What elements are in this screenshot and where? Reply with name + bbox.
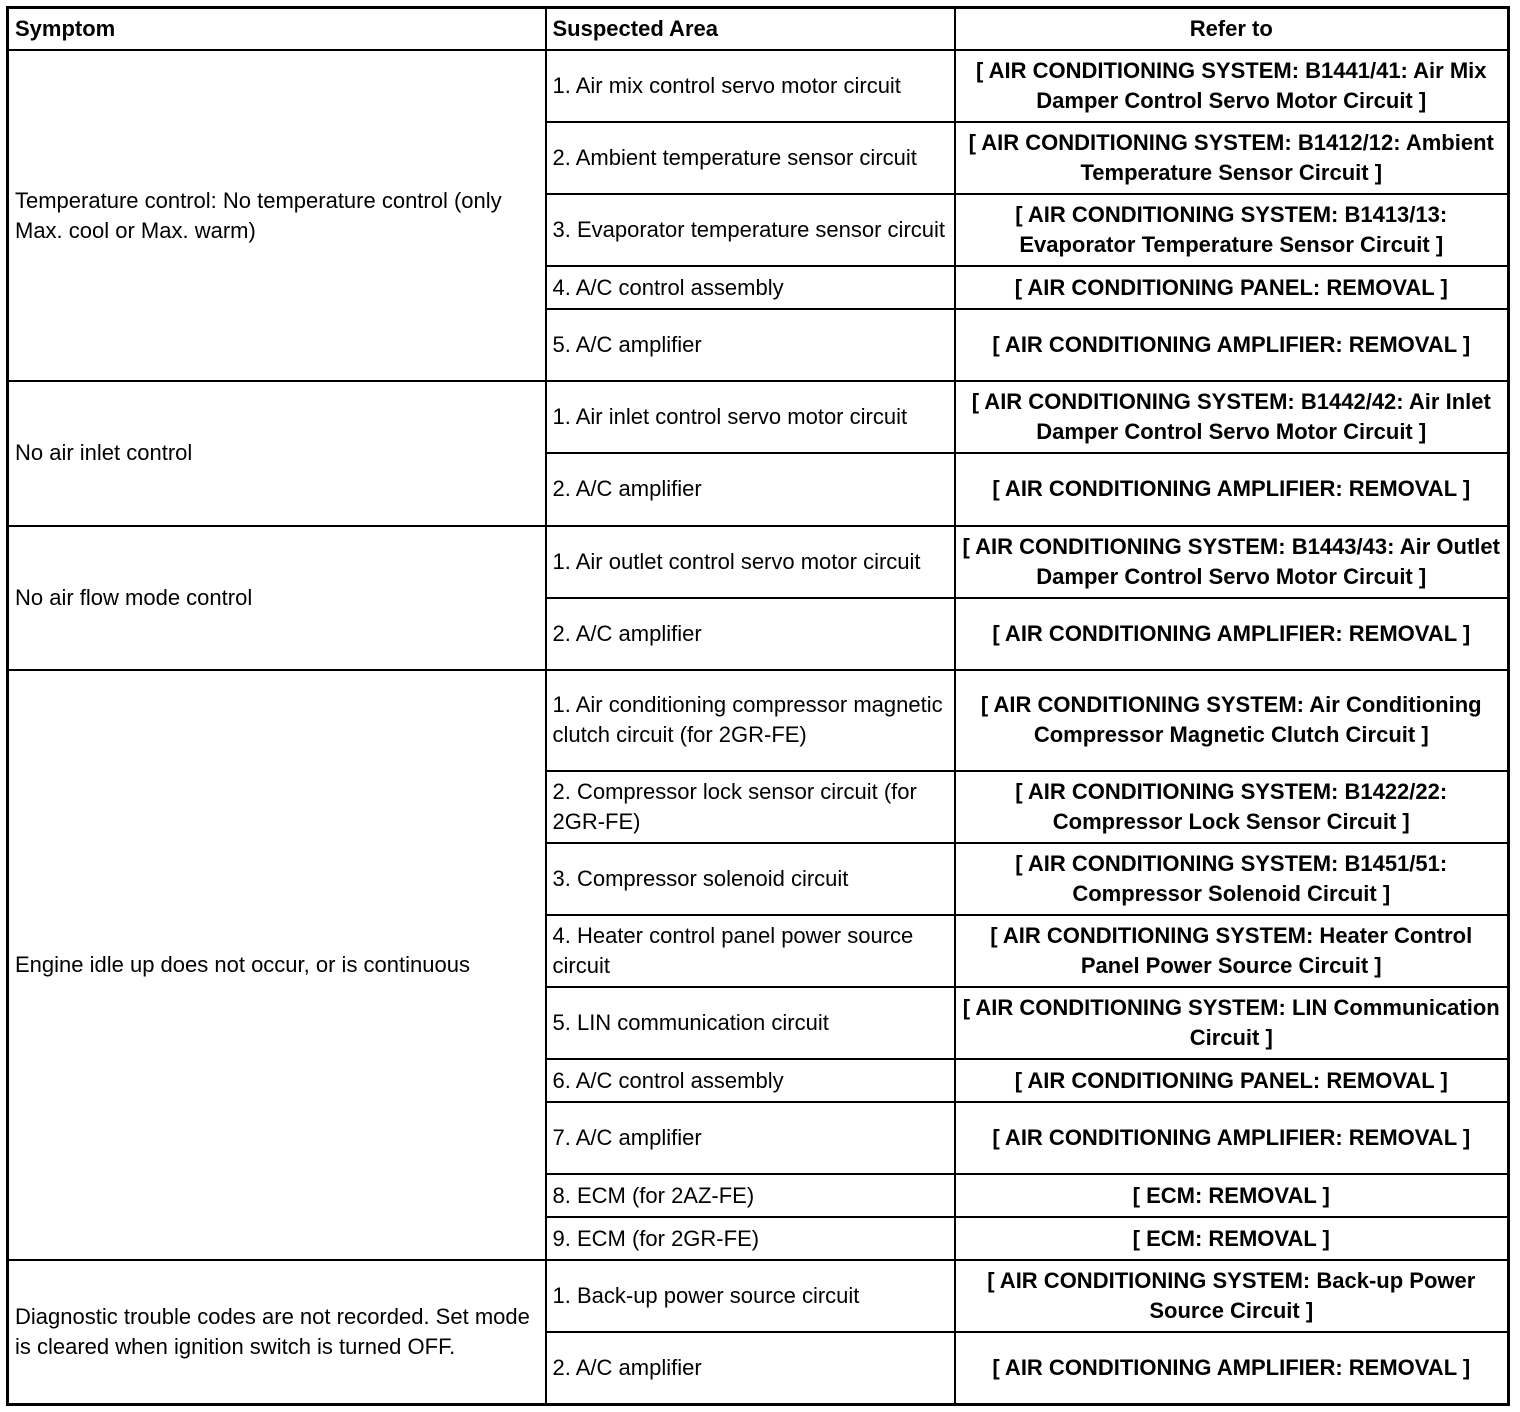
- refer-to-link[interactable]: [ AIR CONDITIONING PANEL: REMOVAL ]: [955, 266, 1509, 309]
- refer-to-link[interactable]: [ ECM: REMOVAL ]: [955, 1217, 1509, 1260]
- suspected-area-cell: 1. Air inlet control servo motor circuit: [546, 381, 955, 453]
- refer-to-link[interactable]: [ AIR CONDITIONING AMPLIFIER: REMOVAL ]: [955, 309, 1509, 381]
- symptom-cell: Engine idle up does not occur, or is continuous: [8, 670, 546, 1261]
- refer-to-link[interactable]: [ AIR CONDITIONING SYSTEM: Heater Control Panel Power Source Circuit ]: [955, 915, 1509, 987]
- symptom-table: [6, 6, 1510, 1406]
- refer-to-link[interactable]: [ AIR CONDITIONING SYSTEM: Back-up Power Source Circuit ]: [955, 1260, 1509, 1332]
- header-row: [8, 8, 1509, 51]
- refer-to-link[interactable]: [ AIR CONDITIONING AMPLIFIER: REMOVAL ]: [955, 1102, 1509, 1174]
- symptom-cell: Temperature control: No temperature control (only Max. cool or Max. warm): [8, 50, 546, 381]
- table-row: [8, 381, 1509, 453]
- suspected-area-cell: 2. Ambient temperature sensor circuit: [546, 122, 955, 194]
- table-row: [8, 526, 1509, 598]
- refer-to-link[interactable]: [ AIR CONDITIONING AMPLIFIER: REMOVAL ]: [955, 598, 1509, 670]
- refer-to-link[interactable]: [ AIR CONDITIONING AMPLIFIER: REMOVAL ]: [955, 1332, 1509, 1404]
- suspected-area-cell: 5. A/C amplifier: [546, 309, 955, 381]
- suspected-area-cell: 9. ECM (for 2GR-FE): [546, 1217, 955, 1260]
- symptom-cell: No air inlet control: [8, 381, 546, 525]
- suspected-area-cell: 5. LIN communication circuit: [546, 987, 955, 1059]
- suspected-area-cell: 3. Evaporator temperature sensor circuit: [546, 194, 955, 266]
- suspected-area-cell: 4. A/C control assembly: [546, 266, 955, 309]
- suspected-area-cell: 4. Heater control panel power source circuit: [546, 915, 955, 987]
- refer-to-link[interactable]: [ AIR CONDITIONING SYSTEM: B1443/43: Air Outlet Damper Control Servo Motor Circuit ]: [955, 526, 1509, 598]
- symptom-header: Symptom: [8, 8, 546, 51]
- table-body: [8, 50, 1509, 1405]
- suspected-area-cell: 2. Compressor lock sensor circuit (for 2GR-FE): [546, 771, 955, 843]
- suspected-area-cell: 1. Back-up power source circuit: [546, 1260, 955, 1332]
- refer-to-link[interactable]: [ AIR CONDITIONING SYSTEM: B1441/41: Air Mix Damper Control Servo Motor Circuit ]: [955, 50, 1509, 122]
- table-row: [8, 50, 1509, 122]
- suspected-area-header: Suspected Area: [546, 8, 955, 51]
- symptom-cell: Diagnostic trouble codes are not recorded. Set mode is cleared when ignition switch is turned OFF.: [8, 1260, 546, 1404]
- suspected-area-cell: 2. A/C amplifier: [546, 1332, 955, 1404]
- refer-to-link[interactable]: [ ECM: REMOVAL ]: [955, 1174, 1509, 1217]
- refer-to-link[interactable]: [ AIR CONDITIONING SYSTEM: B1442/42: Air Inlet Damper Control Servo Motor Circuit ]: [955, 381, 1509, 453]
- suspected-area-cell: 1. Air mix control servo motor circuit: [546, 50, 955, 122]
- refer-to-link[interactable]: [ AIR CONDITIONING SYSTEM: Air Conditioning Compressor Magnetic Clutch Circuit ]: [955, 670, 1509, 771]
- suspected-area-cell: 1. Air outlet control servo motor circuit: [546, 526, 955, 598]
- refer-to-link[interactable]: [ AIR CONDITIONING SYSTEM: B1422/22: Compressor Lock Sensor Circuit ]: [955, 771, 1509, 843]
- refer-to-link[interactable]: [ AIR CONDITIONING SYSTEM: B1451/51: Compressor Solenoid Circuit ]: [955, 843, 1509, 915]
- refer-to-link[interactable]: [ AIR CONDITIONING SYSTEM: B1412/12: Ambient Temperature Sensor Circuit ]: [955, 122, 1509, 194]
- refer-to-link[interactable]: [ AIR CONDITIONING SYSTEM: LIN Communication Circuit ]: [955, 987, 1509, 1059]
- suspected-area-cell: 7. A/C amplifier: [546, 1102, 955, 1174]
- table-row: [8, 670, 1509, 771]
- suspected-area-cell: 2. A/C amplifier: [546, 598, 955, 670]
- refer-to-header: Refer to: [955, 8, 1509, 51]
- suspected-area-cell: 1. Air conditioning compressor magnetic clutch circuit (for 2GR-FE): [546, 670, 955, 771]
- suspected-area-cell: 8. ECM (for 2AZ-FE): [546, 1174, 955, 1217]
- suspected-area-cell: 2. A/C amplifier: [546, 453, 955, 525]
- refer-to-link[interactable]: [ AIR CONDITIONING PANEL: REMOVAL ]: [955, 1059, 1509, 1102]
- suspected-area-cell: 6. A/C control assembly: [546, 1059, 955, 1102]
- refer-to-link[interactable]: [ AIR CONDITIONING AMPLIFIER: REMOVAL ]: [955, 453, 1509, 525]
- refer-to-link[interactable]: [ AIR CONDITIONING SYSTEM: B1413/13: Evaporator Temperature Sensor Circuit ]: [955, 194, 1509, 266]
- table-row: [8, 1260, 1509, 1332]
- suspected-area-cell: 3. Compressor solenoid circuit: [546, 843, 955, 915]
- symptom-cell: No air flow mode control: [8, 526, 546, 670]
